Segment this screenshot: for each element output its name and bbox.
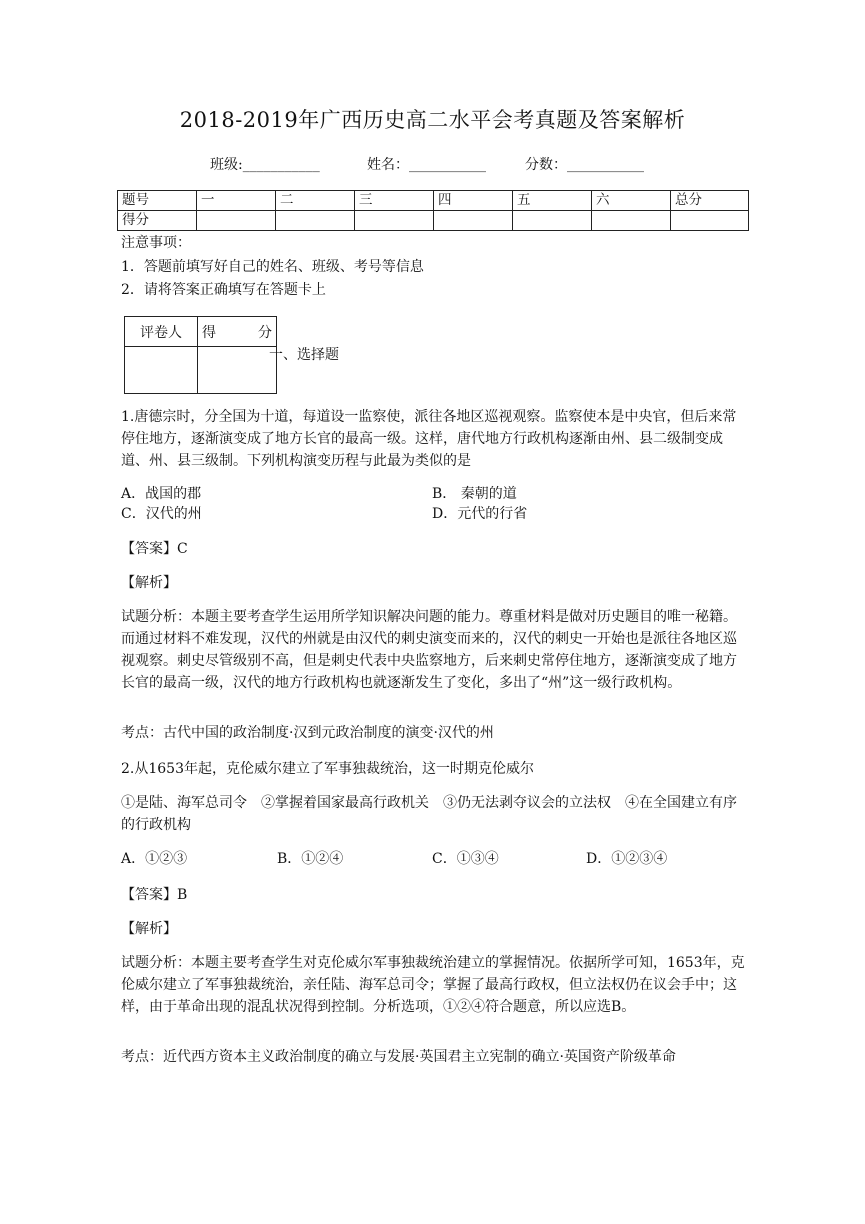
- q1-answer: 【答案】C: [121, 541, 188, 557]
- q2-analysis: 试题分析：本题主要考查学生对克伦威尔军事独裁统治建立的掌握情况。依据所学可知，1653年，克伦威尔建立了军事独裁统治，亲任陆、海军总司令；掌握了最高行政权，但立法权仍在议会手中；这样，由于革命出现的混乱状况得到控制。分析选项，①②④符合题意，所以应选B。: [121, 955, 745, 1015]
- score-header-cell: 六: [592, 191, 671, 211]
- score-field: [525, 154, 644, 174]
- q1-option-c: C．汉代的州: [121, 506, 202, 522]
- score-blank: ___________: [567, 157, 644, 173]
- grader-table: [124, 316, 277, 394]
- note-item: 1．答题前填写好自己的姓名、班级、考号等信息: [121, 259, 424, 275]
- score-cell: [434, 211, 513, 231]
- score-cell: [276, 211, 355, 231]
- score-cell: [355, 211, 434, 231]
- score-header-cell: 二: [276, 191, 355, 211]
- score-table-header-row: [118, 191, 749, 211]
- reviewer-header: 评卷人: [125, 317, 198, 347]
- name-field: [367, 154, 486, 174]
- q2-option-c: C．①③④: [432, 851, 499, 867]
- q2-analysis-label: 【解析】: [121, 921, 177, 937]
- score-header-cell: 总分: [671, 191, 749, 211]
- class-blank: ___________: [242, 157, 320, 173]
- notes-heading: 注意事项：: [121, 235, 191, 251]
- score-header-cell: 四: [434, 191, 513, 211]
- score-header-cell: 题号: [118, 191, 197, 211]
- score-header-cell: 三: [355, 191, 434, 211]
- name-blank: ___________: [409, 157, 486, 173]
- q2-option-a: A．①②③: [121, 851, 188, 867]
- page-title: 2018-2019年广西历史高二水平会考真题及答案解析: [179, 108, 686, 132]
- q2-stem: 2.从1653年起，克伦威尔建立了军事独裁统治，这一时期克伦威尔: [121, 761, 534, 777]
- score-cell: [671, 211, 749, 231]
- reviewer-cell: [125, 347, 198, 394]
- score-cell: [197, 211, 276, 231]
- q2-option-d: D．①②③④: [586, 851, 668, 867]
- q2-point: 考点：近代西方资本主义政治制度的确立与发展·英国君主立宪制的确立·英国资产阶级革命: [121, 1049, 676, 1065]
- score-table: [117, 190, 749, 231]
- q1-stem: 1.唐德宗时，分全国为十道，每道设一监察使，派往各地区巡视观察。监察使本是中央官，但后来常停住地方，逐渐演变成了地方长官的最高一级。这样，唐代地方行政机构逐渐由州、县二级制变成道、州、县三级制。下列机构演变历程与此最为类似的是: [121, 409, 737, 469]
- score-header-cell: 一: [197, 191, 276, 211]
- q2-option-b: B．①②④: [277, 851, 344, 867]
- grader-score-header: [198, 317, 277, 347]
- score-cell: [513, 211, 592, 231]
- score-table-score-row: [118, 211, 749, 231]
- grader-score-left: 得: [202, 324, 216, 341]
- name-label: 姓名：: [367, 157, 409, 173]
- note-item: 2．请将答案正确填写在答题卡上: [121, 282, 326, 298]
- q2-answer: 【答案】B: [121, 887, 188, 903]
- class-label: 班级:: [210, 157, 243, 173]
- grader-score-right: 分: [258, 324, 272, 341]
- score-row-label: 得分: [118, 211, 197, 231]
- grader-score-cell: [198, 347, 277, 394]
- score-cell: [592, 211, 671, 231]
- q1-option-a: A．战国的郡: [121, 486, 202, 502]
- section-title: 一、选择题: [269, 347, 339, 363]
- class-field: [210, 154, 320, 174]
- q1-option-b: B． 秦朝的道: [432, 486, 517, 502]
- q1-point: 考点：古代中国的政治制度·汉到元政治制度的演变·汉代的州: [121, 725, 494, 741]
- q1-analysis-label: 【解析】: [121, 575, 177, 591]
- score-label: 分数：: [525, 157, 567, 173]
- score-header-cell: 五: [513, 191, 592, 211]
- q1-analysis: 试题分析：本题主要考查学生运用所学知识解决问题的能力。尊重材料是做对历史题目的唯一秘籍。而通过材料不难发现，汉代的州就是由汉代的刺史演变而来的，汉代的刺史一开始也是派往各地区巡视观察。刺史尽管级别不高，但是刺史代表中央监察地方，后来刺史常停住地方，逐渐演变成了地方长官的最高一级，汉代的地方行政机构也就逐渐发生了变化，多出了“州”这一级行政机构。: [121, 609, 737, 691]
- q2-statements: ①是陆、海军总司令 ②掌握着国家最高行政机关 ③仍无法剥夺议会的立法权 ④在全国建立有序的行政机构: [121, 795, 737, 833]
- q1-option-d: D．元代的行省: [432, 506, 528, 522]
